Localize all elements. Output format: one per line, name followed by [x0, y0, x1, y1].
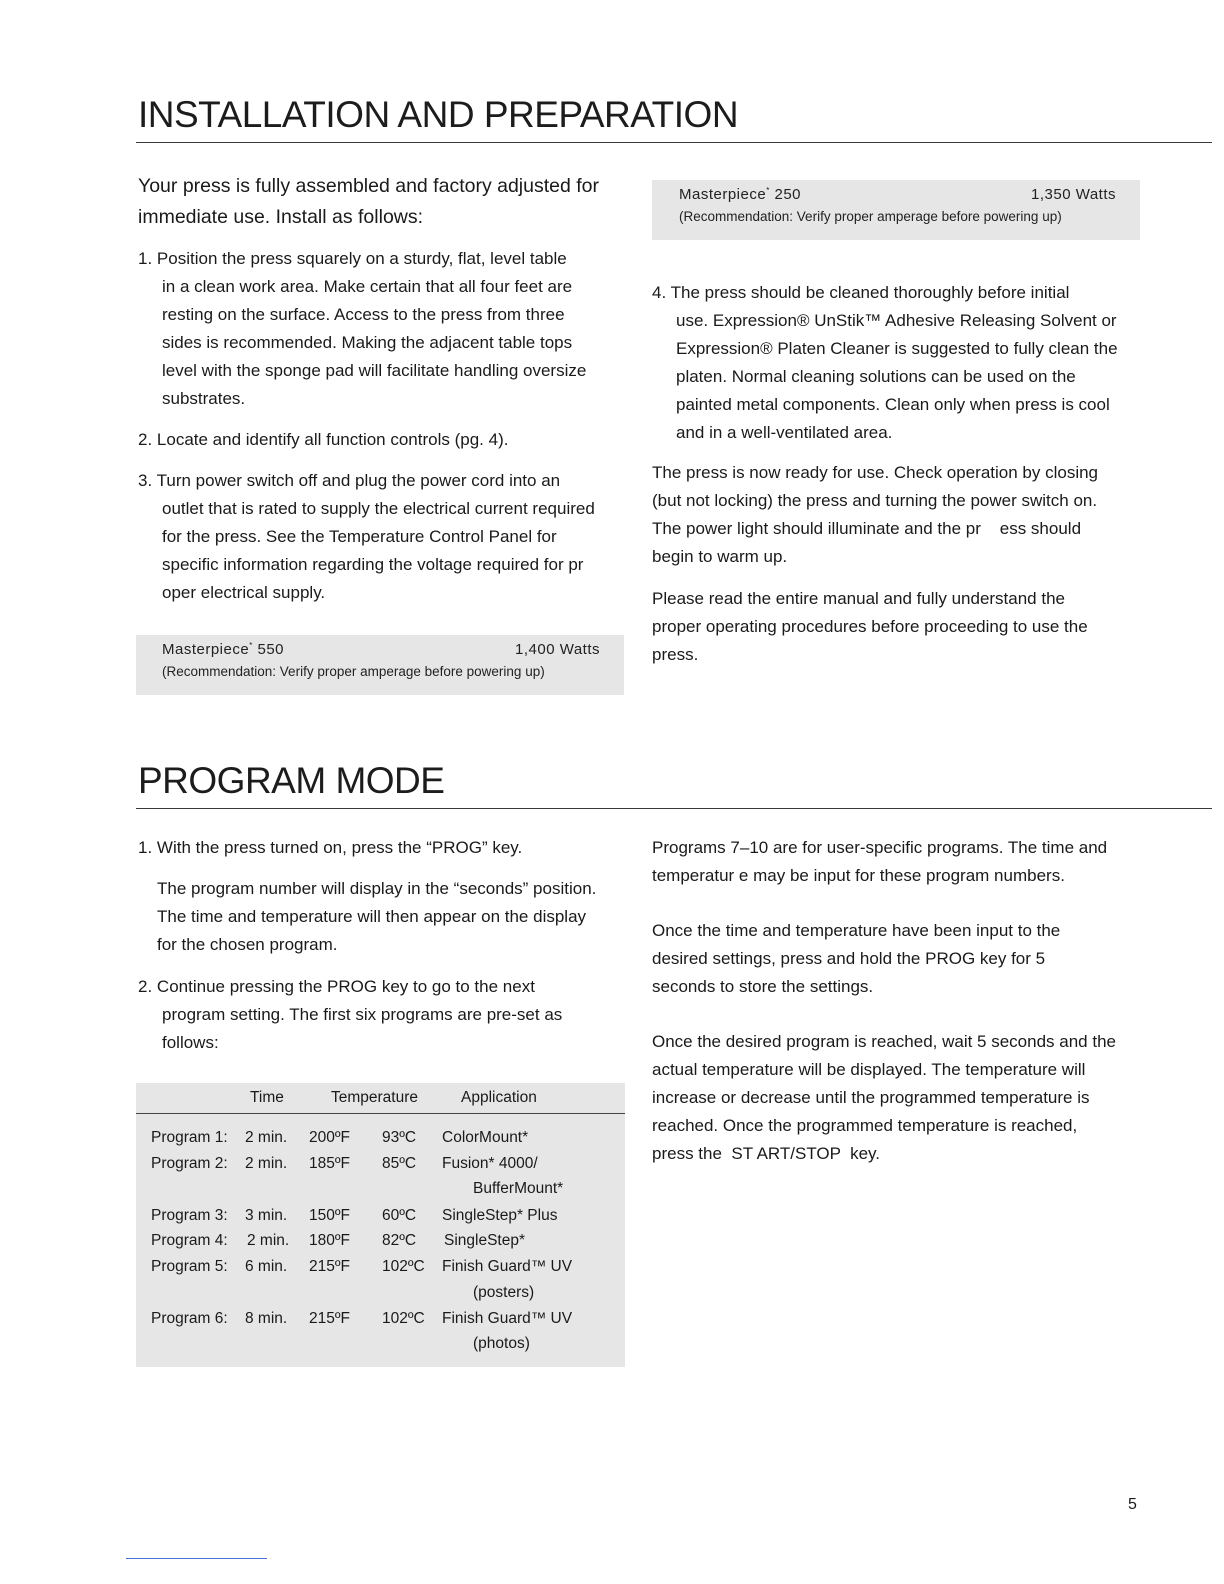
- program-reached-paragraph: Once the desired program is reached, wait 5 seconds and the actual temperature will be displayed. The temperature will increase or decrease until the programmed temperature is reached. Once the programmed temperature is reached, press the ST ART/STOP key.: [652, 1032, 1121, 1163]
- item-text-first: Position the press squarely on a sturdy, flat, level table: [156, 249, 567, 268]
- program-item-1-detail: The program number will display in the “seconds” position. The time and temperature will then appear on the display for the chosen program.: [157, 879, 597, 954]
- masterpiece-550-box: [136, 635, 624, 695]
- item-number: 2.: [138, 977, 153, 996]
- model-label: Masterpiece* 550: [162, 641, 285, 658]
- item-text-rest: in a clean work area. Make certain that all four feet are resting on the surface. Access to the press from three sides is recommended. Making the adjacent table tops level with the sponge pad will facilitate handling oversize substrates.: [162, 277, 587, 408]
- install-item-3: [138, 467, 608, 607]
- masterpiece-250-box: [652, 180, 1140, 240]
- page-number: 5: [1128, 1496, 1137, 1513]
- amperage-note: (Recommendation: Verify proper amperage before powering up): [679, 209, 1062, 224]
- installation-title: INSTALLATION AND PREPARATION: [138, 94, 739, 135]
- install-item-4: [652, 279, 1122, 447]
- header-time: Time: [250, 1089, 284, 1106]
- table-header: [136, 1083, 625, 1114]
- install-item-2: [138, 426, 608, 454]
- read-manual-paragraph: Please read the entire manual and fully understand the proper operating procedures before proceeding to use the press.: [652, 589, 1088, 664]
- ready-paragraph: The press is now ready for use. Check operation by closing (but not locking) the press and turning the power switch on. The power light should illuminate and the pr ess should begin to warm up.: [652, 463, 1103, 566]
- item-text-first: Turn power switch off and plug the power cord into an: [156, 471, 561, 490]
- program-table: Time Temperature Application Program 1: 2 min. 200ºF 93ºC ColorMount* Program 2: 2 min. 185ºF 85ºC Fusion* 4000/ BufferMount* Program 3: 3 min. 150ºF 60ºC SingleStep* Plus Program 4: 2 min. 180ºF 82ºC SingleStep* Program 5: 6 min. 215ºF 102ºC Finish Guard™ UV (posters) Program 6: 8 min. 215ºF 102ºC Finish Guard™ UV (photos): [136, 1083, 625, 1367]
- amperage-note: (Recommendation: Verify proper amperage before powering up): [162, 664, 545, 679]
- item-number: 3.: [138, 471, 153, 490]
- header-temperature: Temperature: [331, 1089, 419, 1106]
- item-text-rest: program setting. The first six programs are pre-set as follows:: [162, 1005, 563, 1052]
- installation-intro: Your press is fully assembled and factory adjusted for immediate use. Install as follows:: [138, 175, 600, 228]
- user-programs-paragraph: Programs 7–10 are for user-specific programs. The time and temperatur e may be input for these program numbers.: [652, 838, 1112, 885]
- item-text-first: Locate and identify all function controls (pg. 4).: [156, 430, 509, 449]
- item-text-first: Continue pressing the PROG key to go to the next: [156, 977, 535, 996]
- install-item-1: [138, 245, 608, 413]
- watts-value: 1,350 Watts: [1031, 186, 1116, 203]
- watts-value: 1,400 Watts: [515, 641, 600, 658]
- program-item-1: [138, 834, 608, 862]
- item-text: With the press turned on, press the “PROG” key.: [156, 838, 523, 857]
- item-number: 4.: [652, 283, 667, 302]
- item-text-rest: outlet that is rated to supply the electrical current required for the press. See the Temperature Control Panel for specific information regarding the voltage required for pr oper electrical supply.: [162, 499, 595, 602]
- program-mode-title: PROGRAM MODE: [138, 760, 445, 801]
- item-text-first: The press should be cleaned thoroughly before initial: [670, 283, 1070, 302]
- item-number: 1.: [138, 249, 153, 268]
- program-item-2: [138, 973, 608, 1057]
- header-application: Application: [461, 1089, 537, 1106]
- store-settings-paragraph: Once the time and temperature have been input to the desired settings, press and hold the PROG key for 5 seconds to store the settings.: [652, 921, 1061, 996]
- model-label: Masterpiece* 250: [679, 186, 802, 203]
- item-number: 2.: [138, 430, 153, 449]
- installation-rule: [136, 142, 1212, 143]
- item-text-rest: use. Expression® UnStik™ Adhesive Releasing Solvent or Expression® Platen Cleaner is suggested to fully clean the platen. Normal cleaning solutions can be used on the painted metal components. Clean only when press is cool and in a well-ventilated area.: [676, 311, 1118, 442]
- link-underline: [126, 1558, 267, 1559]
- item-number: 1.: [138, 838, 153, 857]
- program-mode-rule: [136, 808, 1212, 809]
